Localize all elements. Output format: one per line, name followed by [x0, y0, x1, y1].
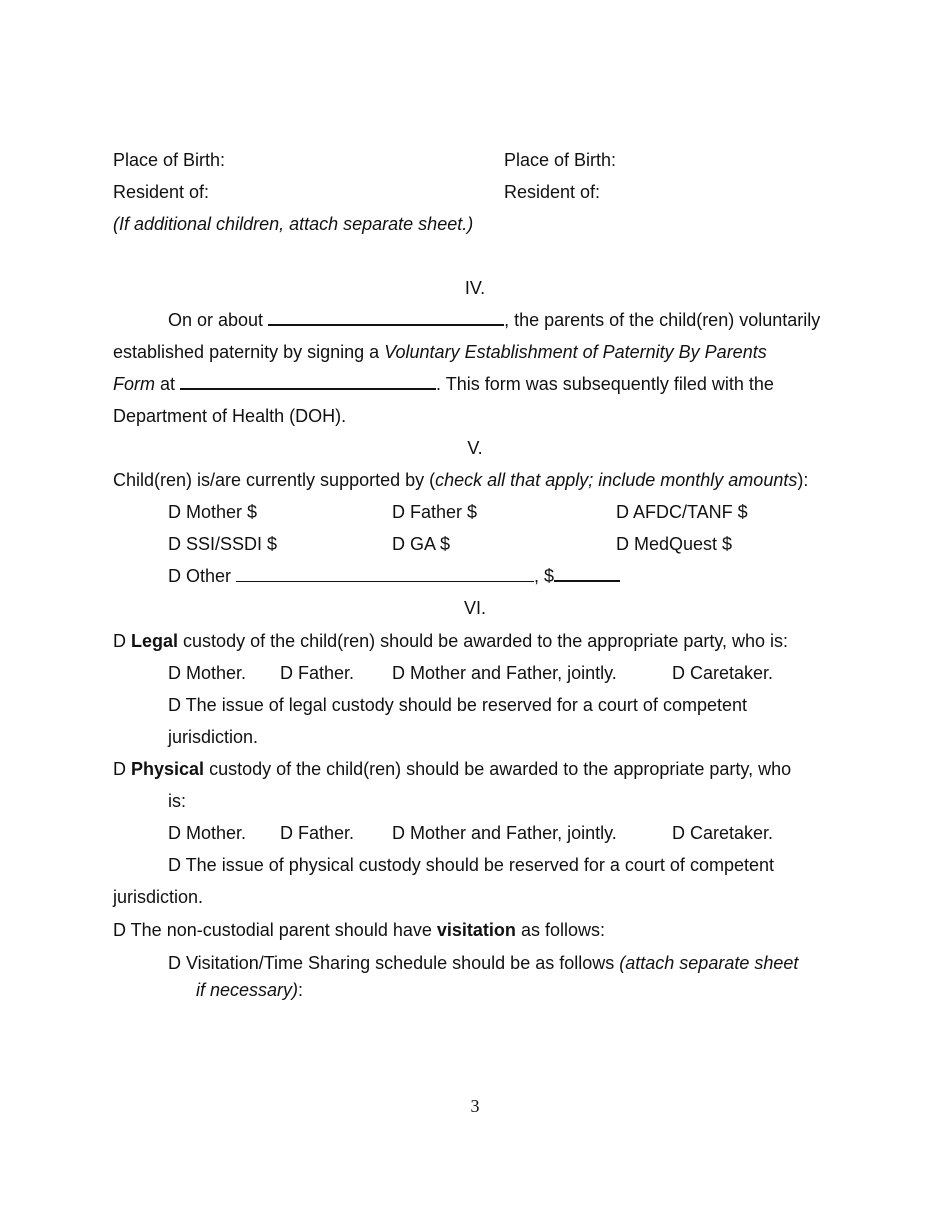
filed-with-text: . This form was subsequently filed with the	[436, 374, 774, 394]
right-resident-of-label: Resident of:	[504, 182, 601, 202]
support-other-checkbox[interactable]: D Other	[168, 566, 232, 586]
established-paternity-text: established paternity by signing a	[113, 342, 380, 362]
vep-form-title-text: Voluntary Establishment of Paternity By Parents	[384, 342, 767, 362]
other-source-blank[interactable]	[236, 567, 534, 582]
additional-children-note: (If additional children, attach separate sheet.)	[113, 214, 474, 234]
schedule-option[interactable]: D Visitation/Time Sharing schedule should be as follows (attach separate sheet	[168, 953, 799, 973]
support-ssi-ssdi-checkbox[interactable]: D SSI/SSDI $	[168, 534, 278, 554]
form-word-text: Form	[113, 374, 155, 394]
date-blank[interactable]	[268, 310, 504, 326]
left-resident-of-label: Resident of:	[113, 182, 210, 202]
physical-reserve-continued: jurisdiction.	[113, 887, 204, 907]
section-iv-line-3	[113, 373, 774, 395]
doh-text: Department of Health (DOH).	[113, 406, 347, 426]
at-text: at	[160, 374, 176, 394]
physical-reserve-option[interactable]: D The issue of physical custody should be reserved for a court of competent	[168, 855, 774, 875]
physical-mother-option[interactable]: D Mother.	[168, 823, 247, 843]
physical-father-option[interactable]: D Father.	[280, 823, 355, 843]
physical-custody-checkbox[interactable]: D	[113, 759, 126, 779]
section-iv-line-1	[168, 309, 820, 331]
support-mother-checkbox[interactable]: D Mother $	[168, 502, 258, 522]
location-blank[interactable]	[180, 374, 436, 390]
legal-custody-line: D Legal custody of the child(ren) should be awarded to the appropriate party, who is:	[113, 631, 789, 651]
section-iv-line-2	[113, 341, 767, 363]
legal-caretaker-option[interactable]: D Caretaker.	[672, 663, 774, 683]
legal-custody-checkbox[interactable]: D	[113, 631, 126, 651]
section-iv-heading: IV.	[464, 278, 486, 298]
on-or-about-text: On or about	[168, 310, 264, 330]
support-medquest-checkbox[interactable]: D MedQuest $	[616, 534, 733, 554]
legal-reserve-continued: jurisdiction.	[168, 727, 259, 747]
support-ga-checkbox[interactable]: D GA $	[392, 534, 451, 554]
support-father-checkbox[interactable]: D Father $	[392, 502, 478, 522]
other-amount-sep: , $	[534, 566, 555, 586]
section-v-heading: V.	[467, 438, 483, 458]
physical-custody-is: is:	[168, 791, 186, 811]
visitation-checkbox[interactable]: D The non-custodial parent should have	[113, 920, 432, 940]
physical-caretaker-option[interactable]: D Caretaker.	[672, 823, 774, 843]
support-other-row	[168, 565, 620, 587]
right-place-of-birth-label: Place of Birth:	[504, 150, 617, 170]
support-afdc-tanf-checkbox[interactable]: D AFDC/TANF $	[616, 502, 748, 522]
visitation-line: D The non-custodial parent should have visitation as follows:	[113, 920, 605, 940]
schedule-continued: if necessary):	[196, 980, 304, 1000]
legal-joint-option[interactable]: D Mother and Father, jointly.	[392, 663, 617, 683]
support-intro: Child(ren) is/are currently supported by (check all that apply; include monthly amounts):	[113, 470, 809, 490]
legal-mother-option[interactable]: D Mother.	[168, 663, 247, 683]
other-amount-blank[interactable]	[554, 566, 620, 582]
physical-custody-line: D Physical custody of the child(ren) should be awarded to the appropriate party, who	[113, 759, 792, 779]
section-vi-heading: VI.	[463, 598, 486, 618]
legal-reserve-option[interactable]: D The issue of legal custody should be reserved for a court of competent	[168, 695, 747, 715]
left-place-of-birth-label: Place of Birth:	[113, 150, 226, 170]
parents-voluntarily-text: , the parents of the child(ren) voluntarily	[504, 310, 821, 330]
page-number: 3	[470, 1096, 480, 1116]
physical-joint-option[interactable]: D Mother and Father, jointly.	[392, 823, 617, 843]
legal-father-option[interactable]: D Father.	[280, 663, 355, 683]
